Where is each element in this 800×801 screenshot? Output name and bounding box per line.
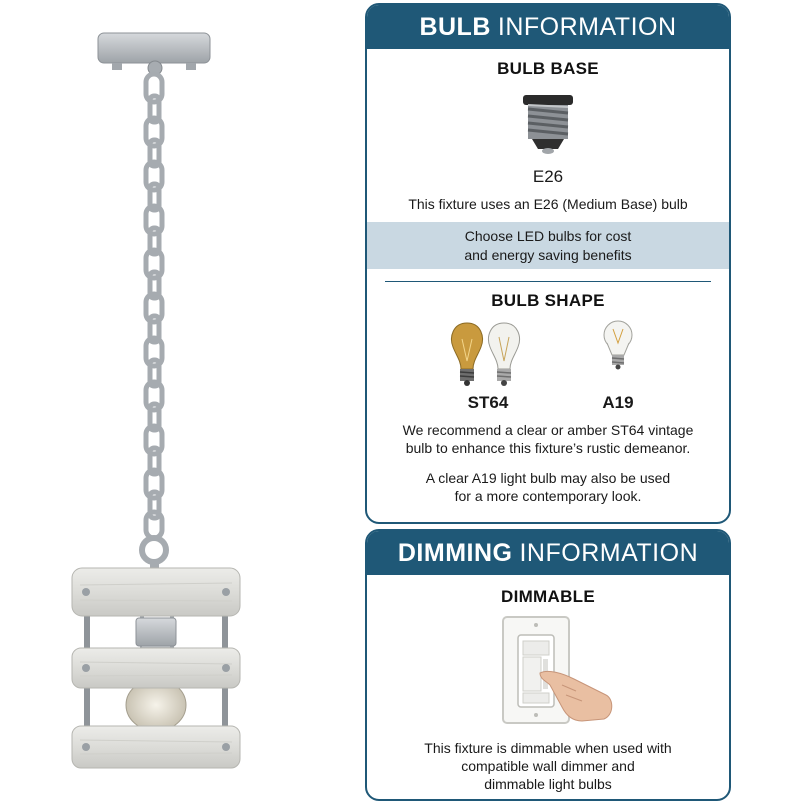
alt-line1: A clear A19 light bulb may also be used bbox=[425, 470, 671, 486]
led-note-line2: and energy saving benefits bbox=[464, 246, 632, 263]
alt-line2: for a more contemporary look. bbox=[454, 488, 642, 504]
bulb-shape-row bbox=[367, 315, 729, 415]
dim-desc-line1: This fixture is dimmable when used with bbox=[424, 740, 672, 756]
bulb-header-strong: BULB bbox=[419, 12, 491, 41]
dim-desc-line3: dimmable light bulbs bbox=[484, 776, 612, 792]
dimmer-switch-icon bbox=[367, 615, 729, 727]
dim-header-light: INFORMATION bbox=[519, 538, 699, 567]
canopy bbox=[98, 33, 210, 75]
pendant-light-illustration bbox=[0, 0, 370, 800]
bulb-base-label: E26 bbox=[532, 167, 564, 186]
bulb-shape-title: BULB SHAPE bbox=[491, 291, 605, 310]
a19-label: A19 bbox=[602, 393, 634, 412]
bulb-base-description: This fixture uses an E26 (Medium Base) bulb bbox=[408, 196, 688, 212]
clear-st64-bulb-icon bbox=[489, 323, 520, 386]
dim-header-strong: DIMMING bbox=[397, 538, 513, 567]
recommend-line2: bulb to enhance this fixture’s rustic demeanor. bbox=[405, 440, 691, 456]
pendant-light-image bbox=[0, 0, 370, 800]
led-recommendation-band bbox=[367, 222, 729, 269]
st64-label: ST64 bbox=[467, 393, 509, 412]
dimmable-title: DIMMABLE bbox=[501, 587, 595, 606]
dimming-information-header bbox=[367, 531, 729, 575]
led-note-line1: Choose LED bulbs for cost bbox=[464, 227, 632, 244]
a19-bulb-icon bbox=[604, 321, 632, 370]
a19-alternative bbox=[367, 469, 729, 505]
bulb-information-header bbox=[367, 5, 729, 49]
bulb-header-light: INFORMATION bbox=[497, 12, 677, 41]
e26-bulb-base-icon bbox=[367, 93, 729, 155]
bulb-information-panel bbox=[365, 3, 731, 524]
dim-desc-line2: compatible wall dimmer and bbox=[461, 758, 635, 774]
chain bbox=[146, 74, 162, 538]
amber-st64-bulb-icon bbox=[452, 323, 483, 386]
section-divider bbox=[385, 281, 711, 282]
dimming-information-panel bbox=[365, 529, 731, 801]
bulb-base-title: BULB BASE bbox=[497, 59, 599, 78]
st64-recommendation bbox=[367, 421, 729, 457]
recommend-line1: We recommend a clear or amber ST64 vintage bbox=[402, 422, 694, 438]
dimmable-description bbox=[367, 739, 729, 793]
chain-ring bbox=[142, 538, 166, 562]
wood-cage bbox=[72, 568, 240, 768]
